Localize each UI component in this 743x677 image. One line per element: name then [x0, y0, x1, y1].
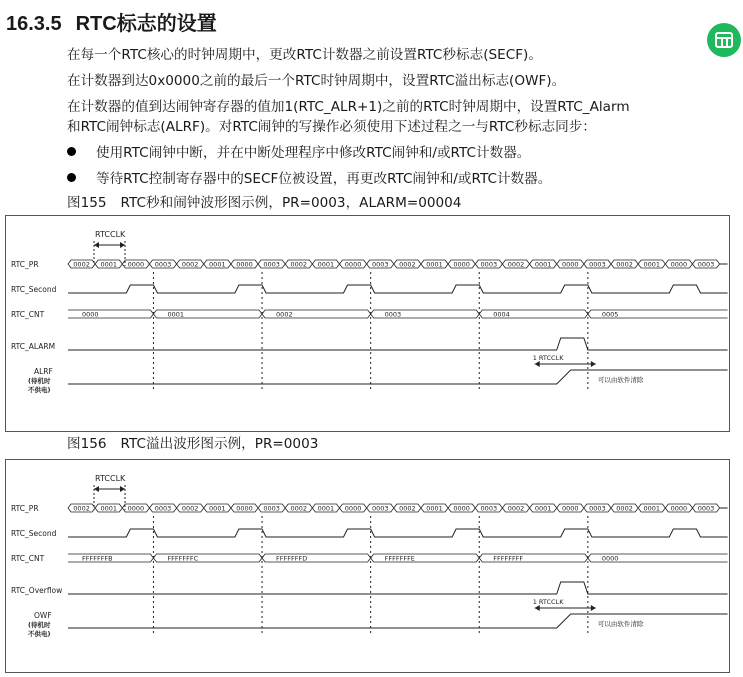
cnt-value: 0001	[167, 310, 184, 319]
signal-label: ALRF	[34, 367, 53, 376]
pr-value: 0003	[263, 504, 280, 513]
waveform-diagram-alarm	[5, 215, 730, 432]
signal-label: RTC_CNT	[11, 310, 45, 319]
pr-value: 0001	[317, 260, 335, 269]
paragraph-alarm-cont: 和RTC闹钟标志(ALRF)。对RTC闹钟的写操作必须使用下述过程之一与RTC秒标志同步：	[67, 119, 596, 135]
bullet-text: 使用RTC闹钟中断，并在中断处理程序中修改RTC闹钟和/或RTC计数器。	[96, 145, 531, 161]
pr-value: 0003	[697, 504, 715, 513]
figure-title: RTC溢出波形图示例，PR=0003	[120, 436, 319, 452]
signal-label: 不供电)	[28, 630, 51, 638]
pr-value: 0001	[209, 504, 226, 513]
clear-note: 可以由软件清除	[597, 376, 644, 384]
pr-value: 0003	[263, 260, 280, 269]
pr-value: 0001	[426, 260, 443, 269]
pr-value: 0001	[643, 504, 660, 513]
waveform-svg	[6, 216, 729, 431]
signal-label: (待机时	[28, 621, 51, 629]
bullet-text: 等待RTC控制寄存器中的SECF位被设置，再更改RTC闹钟和/或RTC计数器。	[96, 171, 552, 187]
signal-label: 不供电)	[28, 386, 51, 394]
pr-value: 0003	[589, 504, 606, 513]
signal-label: RTC_Second	[11, 285, 57, 294]
pr-value: 0003	[697, 260, 715, 269]
pr-value: 0000	[562, 504, 579, 513]
pr-value: 0000	[127, 260, 145, 269]
section-number: 16.3.5	[6, 13, 62, 35]
section-title: RTC标志的设置	[75, 13, 217, 35]
pr-value: 0001	[209, 260, 226, 269]
pulse-label: 1 RTCCLK	[532, 354, 564, 362]
rtcclk-label: RTCCLK	[95, 474, 126, 483]
second-waveform	[68, 285, 728, 293]
signal-label: RTC_PR	[11, 504, 39, 513]
cnt-value: FFFFFFFC	[167, 554, 199, 563]
pr-value: 0000	[453, 504, 470, 513]
cnt-value: 0003	[384, 310, 402, 319]
pr-value: 0000	[562, 260, 579, 269]
signal-label: RTC_CNT	[11, 554, 45, 563]
bullet-dot-icon	[67, 173, 76, 182]
pr-value: 0002	[181, 260, 199, 269]
pr-value: 0001	[100, 504, 117, 513]
pulse-label: 1 RTCCLK	[532, 598, 564, 606]
list-item	[67, 170, 551, 188]
pr-value: 0000	[236, 260, 253, 269]
figure-caption	[67, 435, 318, 453]
table-grid-icon[interactable]	[707, 23, 741, 57]
pr-value: 0002	[399, 504, 416, 513]
signal-label: RTC_ALARM	[11, 342, 56, 351]
pr-value: 0001	[643, 260, 660, 269]
pr-value: 0002	[73, 504, 90, 513]
pr-value: 0000	[344, 504, 362, 513]
waveform-diagram-overflow	[5, 459, 730, 673]
cnt-value: 0000	[601, 554, 619, 563]
pr-value: 0001	[534, 504, 552, 513]
pr-value: 0003	[154, 504, 172, 513]
section-heading	[6, 7, 217, 35]
pr-value: 0000	[236, 504, 253, 513]
pr-value: 0003	[371, 504, 389, 513]
pr-value: 0003	[371, 260, 389, 269]
pr-value: 0002	[507, 260, 525, 269]
alarm-waveform	[68, 582, 728, 594]
pr-value: 0000	[344, 260, 362, 269]
figure-caption	[67, 194, 461, 212]
pr-value: 0002	[616, 504, 633, 513]
paragraph-secf: 在每一个RTC核心的时钟周期中，更改RTC计数器之前设置RTC秒标志(SECF)。	[67, 47, 542, 63]
signal-label: (待机时	[28, 377, 51, 385]
cnt-value: FFFFFFFE	[384, 554, 415, 563]
pr-value: 0000	[670, 260, 688, 269]
figure-number: 图155	[67, 195, 107, 211]
pr-value: 0002	[616, 260, 633, 269]
bullet-dot-icon	[67, 147, 76, 156]
cnt-value: 0000	[82, 310, 99, 319]
pr-value: 0002	[290, 504, 308, 513]
paragraph-alarm: 在计数器的值到达闹钟寄存器的值加1(RTC_ALR+1)之前的RTC时钟周期中，设置RTC_Alarm	[67, 99, 630, 115]
clear-note: 可以由软件清除	[597, 620, 644, 628]
list-item	[67, 144, 530, 162]
signal-label: RTC_PR	[11, 260, 39, 269]
pr-value: 0002	[181, 504, 199, 513]
pr-value: 0002	[507, 504, 525, 513]
signal-label: RTC_Overflow	[11, 586, 63, 595]
pr-value: 0001	[100, 260, 117, 269]
pr-value: 0001	[317, 504, 335, 513]
cnt-value: FFFFFFFB	[82, 554, 113, 563]
pr-value: 0000	[453, 260, 470, 269]
pr-value: 0002	[73, 260, 90, 269]
cnt-value: FFFFFFFF	[493, 554, 524, 563]
waveform-svg	[6, 460, 729, 672]
signal-label: RTC_Second	[11, 529, 57, 538]
pr-value: 0000	[670, 504, 688, 513]
figure-number: 图156	[67, 436, 107, 452]
cnt-value: 0004	[493, 310, 510, 319]
pr-value: 0003	[589, 260, 606, 269]
paragraph-owf: 在计数器到达0x0000之前的最后一个RTC时钟周期中，设置RTC溢出标志(OWF)。	[67, 73, 566, 89]
pr-value: 0003	[480, 260, 498, 269]
pr-value: 0003	[480, 504, 498, 513]
pr-value: 0002	[399, 260, 416, 269]
signal-label: OWF	[34, 611, 52, 620]
pr-value: 0000	[127, 504, 145, 513]
figure-title: RTC秒和闹钟波形图示例，PR=0003，ALARM=00004	[120, 195, 462, 211]
cnt-value: 0005	[601, 310, 619, 319]
cnt-segment	[68, 310, 153, 318]
rtcclk-label: RTCCLK	[95, 230, 126, 239]
pr-value: 0002	[290, 260, 308, 269]
cnt-value: 0002	[276, 310, 293, 319]
pr-value: 0003	[154, 260, 172, 269]
second-waveform	[68, 529, 728, 537]
pr-value: 0001	[426, 504, 443, 513]
pr-value: 0001	[534, 260, 552, 269]
cnt-value: FFFFFFFD	[276, 554, 308, 563]
alarm-waveform	[68, 338, 728, 350]
